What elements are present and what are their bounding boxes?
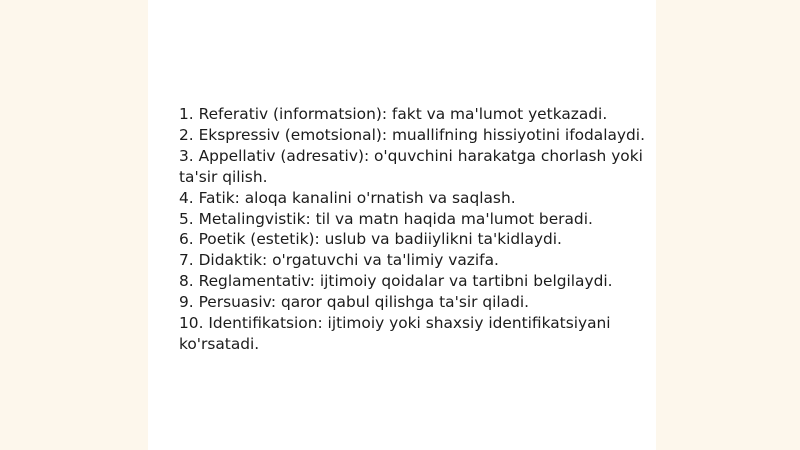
functions-list <box>179 104 649 355</box>
list-item: 2. Ekspressiv (emotsional): muallifning hissiyotini ifodalaydi. <box>179 125 645 144</box>
list-item: 9. Persuasiv: qaror qabul qilishga ta'sir qiladi. <box>179 293 530 312</box>
list-item: 6. Poetik (estetik): uslub va badiiylikni ta'kidlaydi. <box>179 230 562 249</box>
list-item: 7. Didaktik: o'rgatuvchi va ta'limiy vazifa. <box>179 251 499 270</box>
list-item: 8. Reglamentativ: ijtimoiy qoidalar va tartibni belgilaydi. <box>179 272 613 291</box>
list-item: 3. Appellativ (adresativ): o'quvchini harakatga chorlash yoki ta'sir qilish. <box>179 146 643 186</box>
list-item: 4. Fatik: aloqa kanalini o'rnatish va saqlash. <box>179 188 516 207</box>
document-page <box>148 0 656 450</box>
list-item: 5. Metalingvistik: til va matn haqida ma'lumot beradi. <box>179 209 593 228</box>
list-item: 10. Identifikatsion: ijtimoiy yoki shaxsiy identifikatsiyani ko'rsatadi. <box>179 314 611 353</box>
list-item: 1. Referativ (informatsion): fakt va ma'lumot yetkazadi. <box>179 105 608 123</box>
